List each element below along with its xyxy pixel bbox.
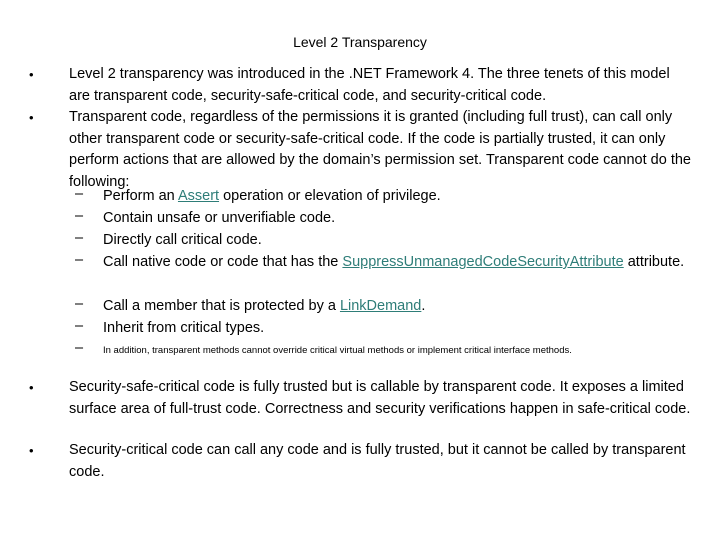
subitem-text: . <box>421 298 426 314</box>
suppress-unmanaged-code-security-attribute-link[interactable]: SuppressUnmanagedCodeSecurityAttribute <box>342 254 624 270</box>
bullet-marker: • <box>29 443 34 458</box>
bullet-text-security-critical: Security-critical code can call any code and is fully trusted, but it cannot be called by transparent code. <box>69 442 686 480</box>
dash-marker: – <box>75 208 84 224</box>
subitem-text: operation or elevation of privilege. <box>219 188 441 204</box>
bullet-marker: • <box>29 110 34 125</box>
subitem-critical-code: Directly call critical code. <box>103 232 262 248</box>
subitem-assert <box>103 186 703 208</box>
dash-marker: – <box>75 318 84 334</box>
bullet-text-security-safe-critical: Security-safe-critical code is fully trusted but is callable by transparent code. It exposes a limited surface area of full-trust code. Correctness and security verifications happen in safe-critical code. <box>69 379 691 417</box>
assert-link[interactable]: Assert <box>177 188 220 204</box>
subitem-text: Call a member that is protected by a <box>103 298 340 314</box>
subitem-text: Perform an <box>103 188 178 204</box>
bullet-text-transparent-code: Transparent code, regardless of the permissions it is granted (including full trust), can call only other transparent code or security-safe-critical code. If the code is partially trusted, it can only perform actions that are allowed by the domain’s permission set. Transparent code cannot do the following: <box>69 109 691 190</box>
subitem-inherit: Inherit from critical types. <box>103 320 265 336</box>
bullet-marker: • <box>29 67 34 82</box>
bullet-marker: • <box>29 380 34 395</box>
subitem-text: Call native code or code that has the <box>103 254 343 270</box>
subitem-unsafe-code: Contain unsafe or unverifiable code. <box>103 210 336 226</box>
subitem-override-note: In addition, transparent methods cannot override critical virtual methods or implement critical interface methods. <box>103 345 572 356</box>
subitem-native-code <box>103 252 703 274</box>
dash-marker: – <box>75 230 84 246</box>
page-title: Level 2 Transparency <box>293 34 427 50</box>
dash-marker: – <box>75 186 84 202</box>
dash-marker: – <box>75 252 84 268</box>
link-demand-link[interactable]: LinkDemand <box>339 298 422 314</box>
dash-marker: – <box>75 340 84 356</box>
subitem-text: attribute. <box>623 254 685 270</box>
dash-marker: – <box>75 296 84 312</box>
bullet-text-intro: Level 2 transparency was introduced in the .NET Framework 4. The three tenets of this model are transparent code, security-safe-critical code, and security-critical code. <box>69 66 670 104</box>
subitem-link-demand <box>103 296 703 318</box>
